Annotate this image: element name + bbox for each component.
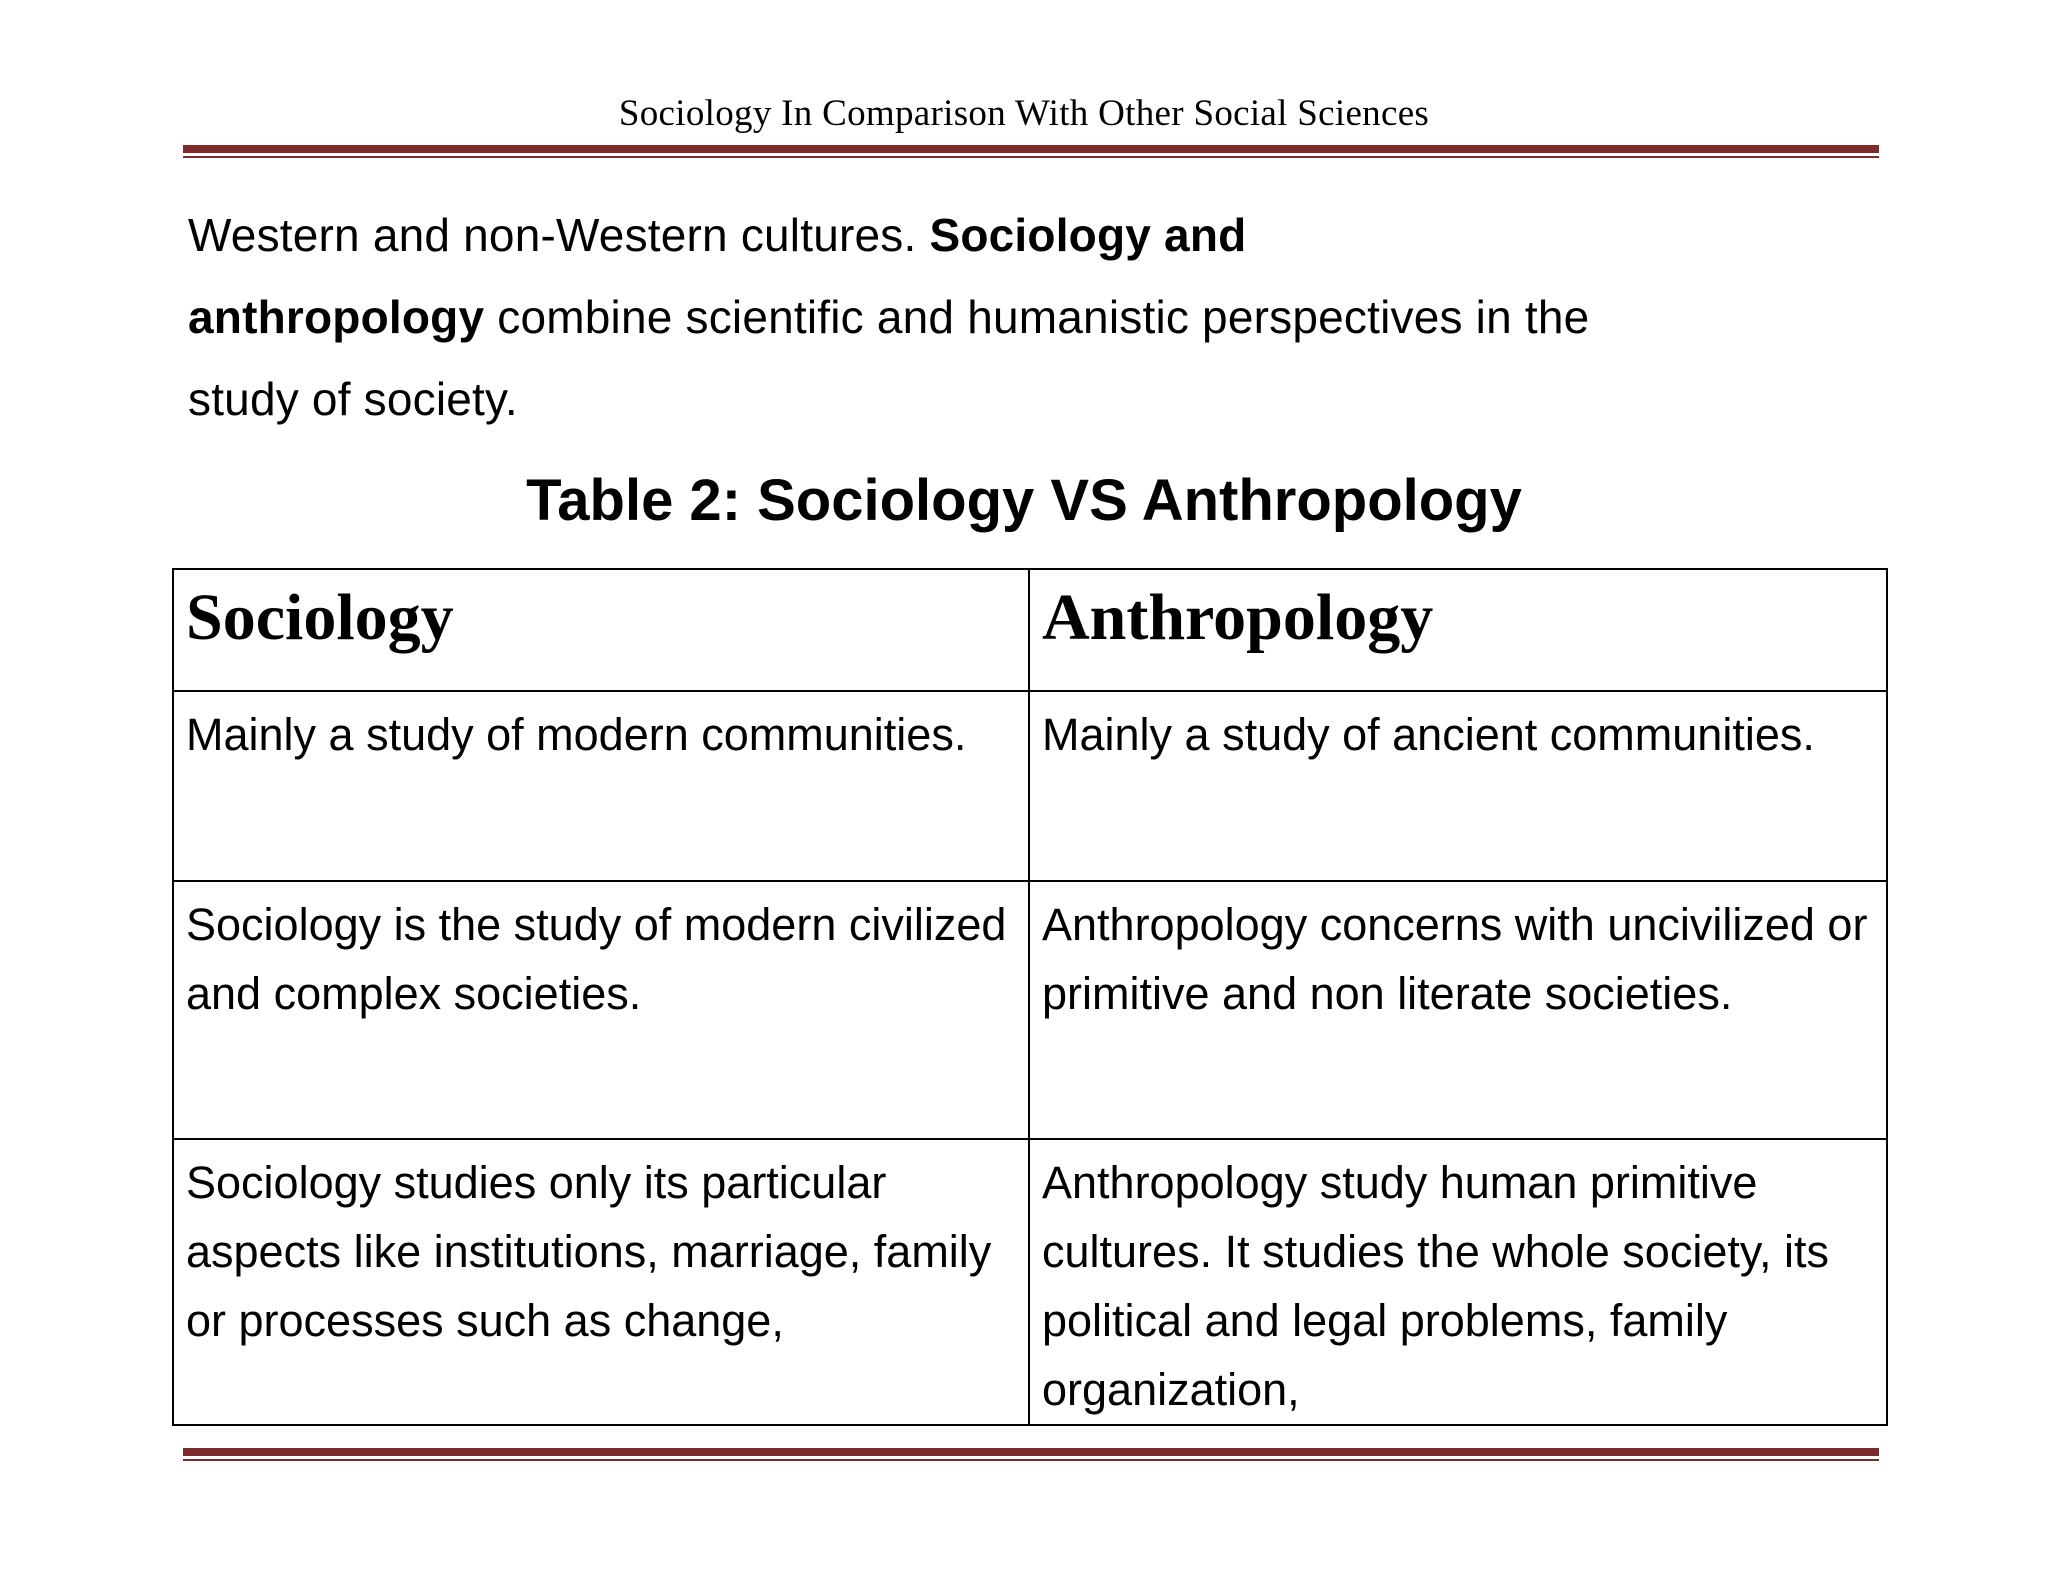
cell-anthropology: Anthropology study human primitive cultures. It studies the whole society, its political and legal problems, family organization, <box>1029 1139 1887 1425</box>
intro-bold-term: anthropology <box>188 291 485 343</box>
intro-text: combine scientific and humanistic perspectives in the <box>484 291 1590 343</box>
header-sociology: Sociology <box>173 569 1029 691</box>
table-row <box>173 1139 1887 1425</box>
table-row <box>173 881 1887 1139</box>
cell-anthropology: Anthropology concerns with uncivilized or primitive and non literate societies. <box>1029 881 1887 1139</box>
cell-anthropology: Mainly a study of ancient communities. <box>1029 691 1887 881</box>
cell-sociology: Mainly a study of modern communities. <box>173 691 1029 881</box>
table-row <box>173 691 1887 881</box>
table-header-row <box>173 569 1887 691</box>
header-rule <box>183 145 1879 158</box>
running-header: Sociology In Comparison With Other Social Sciences <box>618 93 1430 134</box>
cell-sociology: Sociology is the study of modern civilized and complex societies. <box>173 881 1029 1139</box>
header-anthropology: Anthropology <box>1029 569 1887 691</box>
comparison-table <box>172 568 1888 1426</box>
intro-bold-term: Sociology and <box>929 209 1247 261</box>
intro-line-1 <box>188 194 1888 276</box>
table-title: Table 2: Sociology VS Anthropology <box>526 468 1522 533</box>
footer-rule <box>183 1448 1879 1461</box>
intro-line-2 <box>188 276 1888 358</box>
cell-sociology: Sociology studies only its particular aspects like institutions, marriage, family or processes such as change, <box>173 1139 1029 1425</box>
intro-paragraph <box>188 194 1888 440</box>
intro-line-3 <box>188 358 1888 440</box>
intro-text: study of society. <box>188 373 518 425</box>
intro-text: Western and non-Western cultures. <box>188 209 930 261</box>
